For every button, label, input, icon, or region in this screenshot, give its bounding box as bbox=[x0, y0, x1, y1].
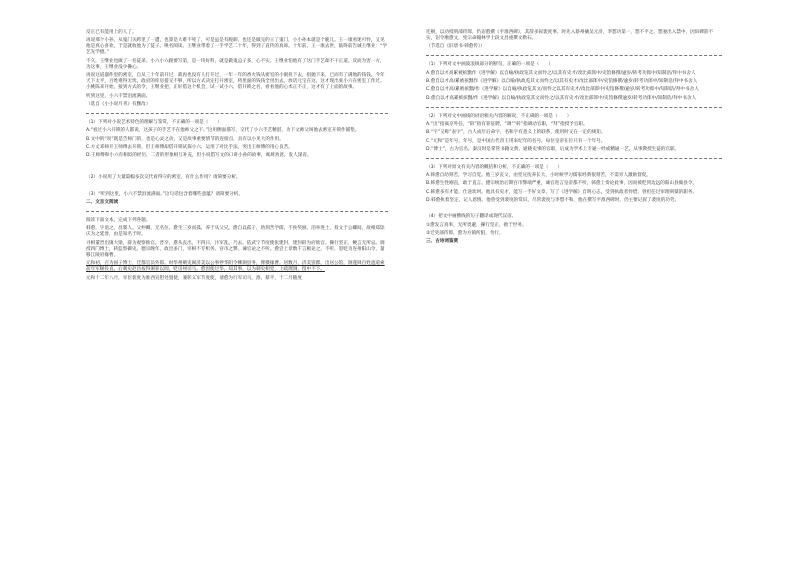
option-c: C.“元和”是年号，年号，是中国古代帝王用来纪年的名号，每位皇帝在位只有一个年号。 bbox=[426, 138, 606, 144]
option-d: D.王师傅和小六有相似的经历，二者的形象相互补充，但小说借写文的口讲小孙的故事，寓规劝意，发人深省。 bbox=[86, 153, 312, 159]
section-heading: 二、文言文阅读 bbox=[86, 199, 119, 205]
paragraph: 再说那个小孙，从鬼门关跨里了一遭，也算是大难不死了，可是虽是有脱卸，也还是做完的立了鬼门，小小孙本就是个脆儿。王一康看迷可怜，又见他是真心喜欢，于是就收他为了徒子。唤名阅读。王继业带着了一手学艺二十年，得到了直传的真谛。十年前，王一康去世，临终前告诫王继业：“学艺先学德。” bbox=[86, 38, 387, 56]
left-column bbox=[86, 30, 388, 284]
option-a: A.愈自以才高累被摈黜作《进学解》以自喻/执政览其文而怜之/以其有史才/改比部郎中/史馆修撰/逾岁/转考功郎中/知制诰/拜中书舍人 bbox=[426, 70, 696, 76]
dashed-divider bbox=[426, 55, 722, 56]
question-4: （4）把文中画横线的句子翻译成现代汉语。 bbox=[426, 214, 517, 220]
dashed-divider bbox=[86, 113, 388, 114]
option-b: B.愈自以才高/累被摈黜作《进学解》以自喻/执政览其文而怜之/以其有史才/改比部郎中/史馆修撰/逾岁/转考功郎中/知制诰/拜中书舍人 bbox=[426, 79, 698, 85]
option-a: A.“出”指离京外任，“辟”指有罪征聘，“调”“转”指调动官职，“拜”指授予官职。 bbox=[426, 121, 588, 127]
classical-text: 寻相董晋出镇大梁，辟为观察推官。晋卒，愈从丧出，不四日，汴军乱，乃去。依武宁节度使张建封，建封辟为府推官。操行坚正，鲠言无所忌。调授四门博士，转监察御史。德宗晚年，政出多门，宰相不专机务。宫市之弊，谏官论之不听。愈尝上章数千言极论之，不听，怒贬为连州阳山令，量移江陵府掾曹。 bbox=[86, 240, 385, 258]
right-column bbox=[426, 30, 722, 247]
paragraph: 再说这道器件里的密室，自从三十年前开过，就再也没有人打开过，一年一年的香火钱从密室的小洞投下去，捐抛下来，已而有了满地的钱钱。今年天下太平，百姓难得无忧，政府的库房提交不够，所以方式决定打开密室，将里面的钱钱全用出去。放话元宝在这，这才现出张小六在密室工作过。小桃陈来开始，接到方式的令，王继业把，正好借这个机会，试一试小六，借开锁之名，看看他的心术正不正，这才有了上面的故事。 bbox=[86, 73, 385, 91]
dashed-divider bbox=[86, 211, 388, 212]
source-note: （选自《小小说月刊》有删改） bbox=[86, 101, 151, 107]
classical-text: 韩愈，字退之，昌黎人。父仲卿，无名位。愈生三岁而孤，养于从父兄。愈自以孤子，幼刻苦学儒，不俟奖励。洎举进士，投文于公卿间，故相郑馀庆为之延誉，由是知名于时。 bbox=[86, 226, 385, 238]
question-1: （1）下列对小说艺术特色的理解与鉴赏，不正确的一项是（ ） bbox=[86, 119, 223, 125]
source-note: （节选自《旧唐书·韩愈传》） bbox=[426, 44, 485, 50]
question-3: （3）下列对原文有关内容的概括和分析，不正确的一项是（ ） bbox=[426, 164, 563, 170]
section-heading: 三、古诗词鉴赏 bbox=[426, 239, 459, 245]
question-2: （2）小说用了大量篇幅多次交代看得守的密室，有什么作用？请简要分析。 bbox=[86, 175, 241, 181]
classical-text: 还朝，以功授刑部侍郎，仍诏愈撰《平淮西碑》，其辞多叙裴度事。时先入蔡州擒吴元济，李愬功第一，愬不平之。愬妻出入禁中，因诉碑辞不实，诏令磨愈文，宪宗命翰林学士段文昌重撰文勒石。 bbox=[426, 30, 714, 42]
option-a: A.韩愈自幼刻苦，学习自觉。他三岁丧父，由堂兄抚养长大，小时候学习儒家经典很刻苦，不需旁人激励督促。 bbox=[426, 173, 652, 179]
option-d: D.韩愈执着坚定，记人恩情。他曾受到裴度的赏识，尽管裴度与李愬不和，他在撰写平淮西碑时，仍主要记叙了裴度的功劳。 bbox=[426, 198, 680, 204]
option-b: B.文中的“叹”既是告师门的，也是心灵之动，又是故事重要情节的连接点，具有以小见大的作用。 bbox=[86, 136, 284, 142]
option-c: C.韩愈多有才能，仕途坎坷。他具有史才，能写一手好文章，写了《进学解》自明心志，受到执政者怜惜，曾担任过审理刑狱的职务。 bbox=[426, 189, 698, 195]
option-c: C.愈自以才高/累被摈黜/作《进学解》以自喻/执政览其文/而怜之以其有史才/改比部郎中/史馆修撰/逾岁/转考功郎中/知制诰/拜中书舍人 bbox=[426, 87, 699, 93]
option-b: B.韩愈生性刚直，敢于直言。德宗统治后期宫市弊端严重，谏官进言皇帝都不听，韩愈上奏论此事，因而被贬到边远的阳山县做县令。 bbox=[426, 181, 698, 187]
option-d: D.“博士”，古为官名。秦汉时是掌管书籍文典、通晓史事的官职，后成为学术上专通一经或精通一艺、从事教授生徒的官职。 bbox=[426, 146, 680, 152]
instructions: 阅读下面文本，完成下列各题。 bbox=[86, 218, 151, 224]
classical-text: 元和十二年八月，宰臣裴度为淮西宣慰处置使，兼彰义军节度使，请愈为行军司马，淮、蔡平，十二月随度 bbox=[86, 275, 302, 281]
sentence-1: ①愈发言真率，无所畏避，操行坚正，拙于世务。 bbox=[426, 222, 527, 228]
option-c: C.方丈邓师开王师傅去开锁，但王师傅却借开锁试探小六，运用了对比手法，突出王师傅的用心良苦。 bbox=[86, 144, 293, 150]
dashed-divider bbox=[426, 107, 722, 108]
classical-text-underlined: 元和初，召为国子博士，迁都官员外郎。时华州刺史阎济美以公事停华阴令柳涧县务，俾摄掾曹。居数月，济美罢郡，出居公馆，涧遂讽百姓遮道索前年军顿役直。后刺史赵昌按得涧罪以闻，贬房州司马。愈因使过华，知其事，以为刺史相党，上疏理涧，留中不下。 bbox=[86, 261, 385, 273]
option-d: D.愈自以才高累被摈黜/作《进学解》以自喻/执政览其文而怜之/以其有史才/改比部郎中/史馆修撰逾岁/转考功郎中/知制诰/拜中书舍人 bbox=[426, 95, 697, 101]
paragraph: 反正已有能用上的人了。 bbox=[86, 30, 137, 35]
question-1: （1）下列对文中画波浪线部分的断句，正确的一项是（ ） bbox=[426, 62, 553, 68]
option-b: B.“字”又称“表字”，古人成年后命字，名和字有意义上的联系，使用时又在一定的规矩。 bbox=[426, 130, 606, 136]
paragraph: 不久，王继业也做了一名徒弟。小六小六跟要写第，是一块好料，就是做鬼总子多，心不实。王继业怕他有了这门手艺却不干正道，反而为害一方，为这事，王继业没少操心。 bbox=[86, 58, 385, 70]
option-a: A.“看过小六开锁的人都说，这孩子的手艺不在他师父之下。”这用侧面描写，交代了小六手艺精湛，为下文师父叫他去密室开锁作铺垫。 bbox=[86, 128, 360, 134]
paragraph: 听到这里，小六不禁泪流满面。 bbox=[86, 93, 151, 99]
question-2: （2）下列对文中画线的词语相关内容的解说，不正确的一项是（ ） bbox=[426, 113, 572, 119]
dashed-divider bbox=[426, 158, 722, 159]
question-3: （3）“听到这里，小六不禁泪流满面。”这句话包含着哪些意蕴？请简要分析。 bbox=[86, 191, 243, 197]
sentence-2: ②迁吏部侍郎，愈为方镇所阻，勿行。 bbox=[426, 230, 504, 236]
